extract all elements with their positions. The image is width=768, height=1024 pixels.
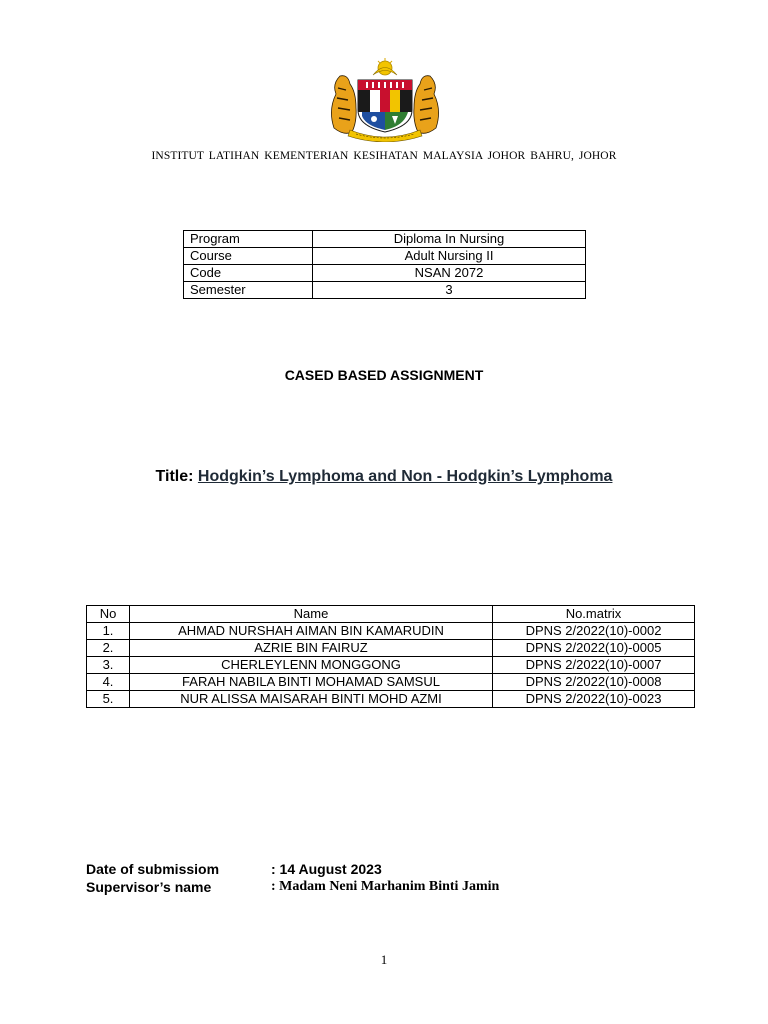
info-row-program xyxy=(184,231,586,248)
member-matrix: DPNS 2/2022(10)-0007 xyxy=(493,657,695,674)
assignment-title: Hodgkin’s Lymphoma and Non - Hodgkin’s Lymphoma xyxy=(197,468,613,485)
info-row-code xyxy=(184,265,586,282)
institute-name: INSTITUT LATIHAN KEMENTERIAN KESIHATAN MALAYSIA JOHOR BAHRU, JOHOR xyxy=(151,150,617,162)
info-row-semester xyxy=(184,282,586,299)
info-row-course xyxy=(184,248,586,265)
submission-date-row xyxy=(86,860,499,878)
submission-details xyxy=(86,860,499,896)
header-matrix: No.matrix xyxy=(493,606,695,623)
member-no: 4. xyxy=(87,674,130,691)
member-name: CHERLEYLENN MONGGONG xyxy=(130,657,493,674)
title-line xyxy=(0,468,768,486)
info-label: Semester xyxy=(184,282,313,299)
member-matrix: DPNS 2/2022(10)-0002 xyxy=(493,623,695,640)
members-header-row xyxy=(87,606,695,623)
submission-date-label: Date of submissiom xyxy=(86,861,220,877)
info-label: Program xyxy=(184,231,313,248)
member-name: AHMAD NURSHAH AIMAN BIN KAMARUDIN xyxy=(130,623,493,640)
info-label: Course xyxy=(184,248,313,265)
table-row xyxy=(87,640,695,657)
table-row xyxy=(87,674,695,691)
info-value: Adult Nursing II xyxy=(313,248,586,265)
coat-of-arms-logo xyxy=(326,58,444,142)
title-label: Title: xyxy=(155,468,194,485)
header-no: No xyxy=(87,606,130,623)
supervisor-value: : Madam Neni Marhanim Binti Jamin xyxy=(271,879,500,894)
member-no: 3. xyxy=(87,657,130,674)
member-matrix: DPNS 2/2022(10)-0008 xyxy=(493,674,695,691)
header-name: Name xyxy=(130,606,493,623)
member-matrix: DPNS 2/2022(10)-0023 xyxy=(493,691,695,708)
member-name: AZRIE BIN FAIRUZ xyxy=(130,640,493,657)
info-label: Code xyxy=(184,265,313,282)
supervisor-row xyxy=(86,878,499,896)
member-name: FARAH NABILA BINTI MOHAMAD SAMSUL xyxy=(130,674,493,691)
member-matrix: DPNS 2/2022(10)-0005 xyxy=(493,640,695,657)
member-no: 5. xyxy=(87,691,130,708)
info-value: Diploma In Nursing xyxy=(313,231,586,248)
members-table xyxy=(86,605,695,708)
table-row xyxy=(87,657,695,674)
member-no: 2. xyxy=(87,640,130,657)
member-name: NUR ALISSA MAISARAH BINTI MOHD AZMI xyxy=(130,691,493,708)
info-value: 3 xyxy=(313,282,586,299)
page-number: 1 xyxy=(380,952,388,967)
info-value: NSAN 2072 xyxy=(313,265,586,282)
assignment-type-heading: CASED BASED ASSIGNMENT xyxy=(284,367,484,383)
table-row xyxy=(87,623,695,640)
course-info-table xyxy=(183,230,586,299)
supervisor-label: Supervisor’s name xyxy=(86,879,212,895)
member-no: 1. xyxy=(87,623,130,640)
submission-date-value: : 14 August 2023 xyxy=(271,861,382,877)
table-row xyxy=(87,691,695,708)
